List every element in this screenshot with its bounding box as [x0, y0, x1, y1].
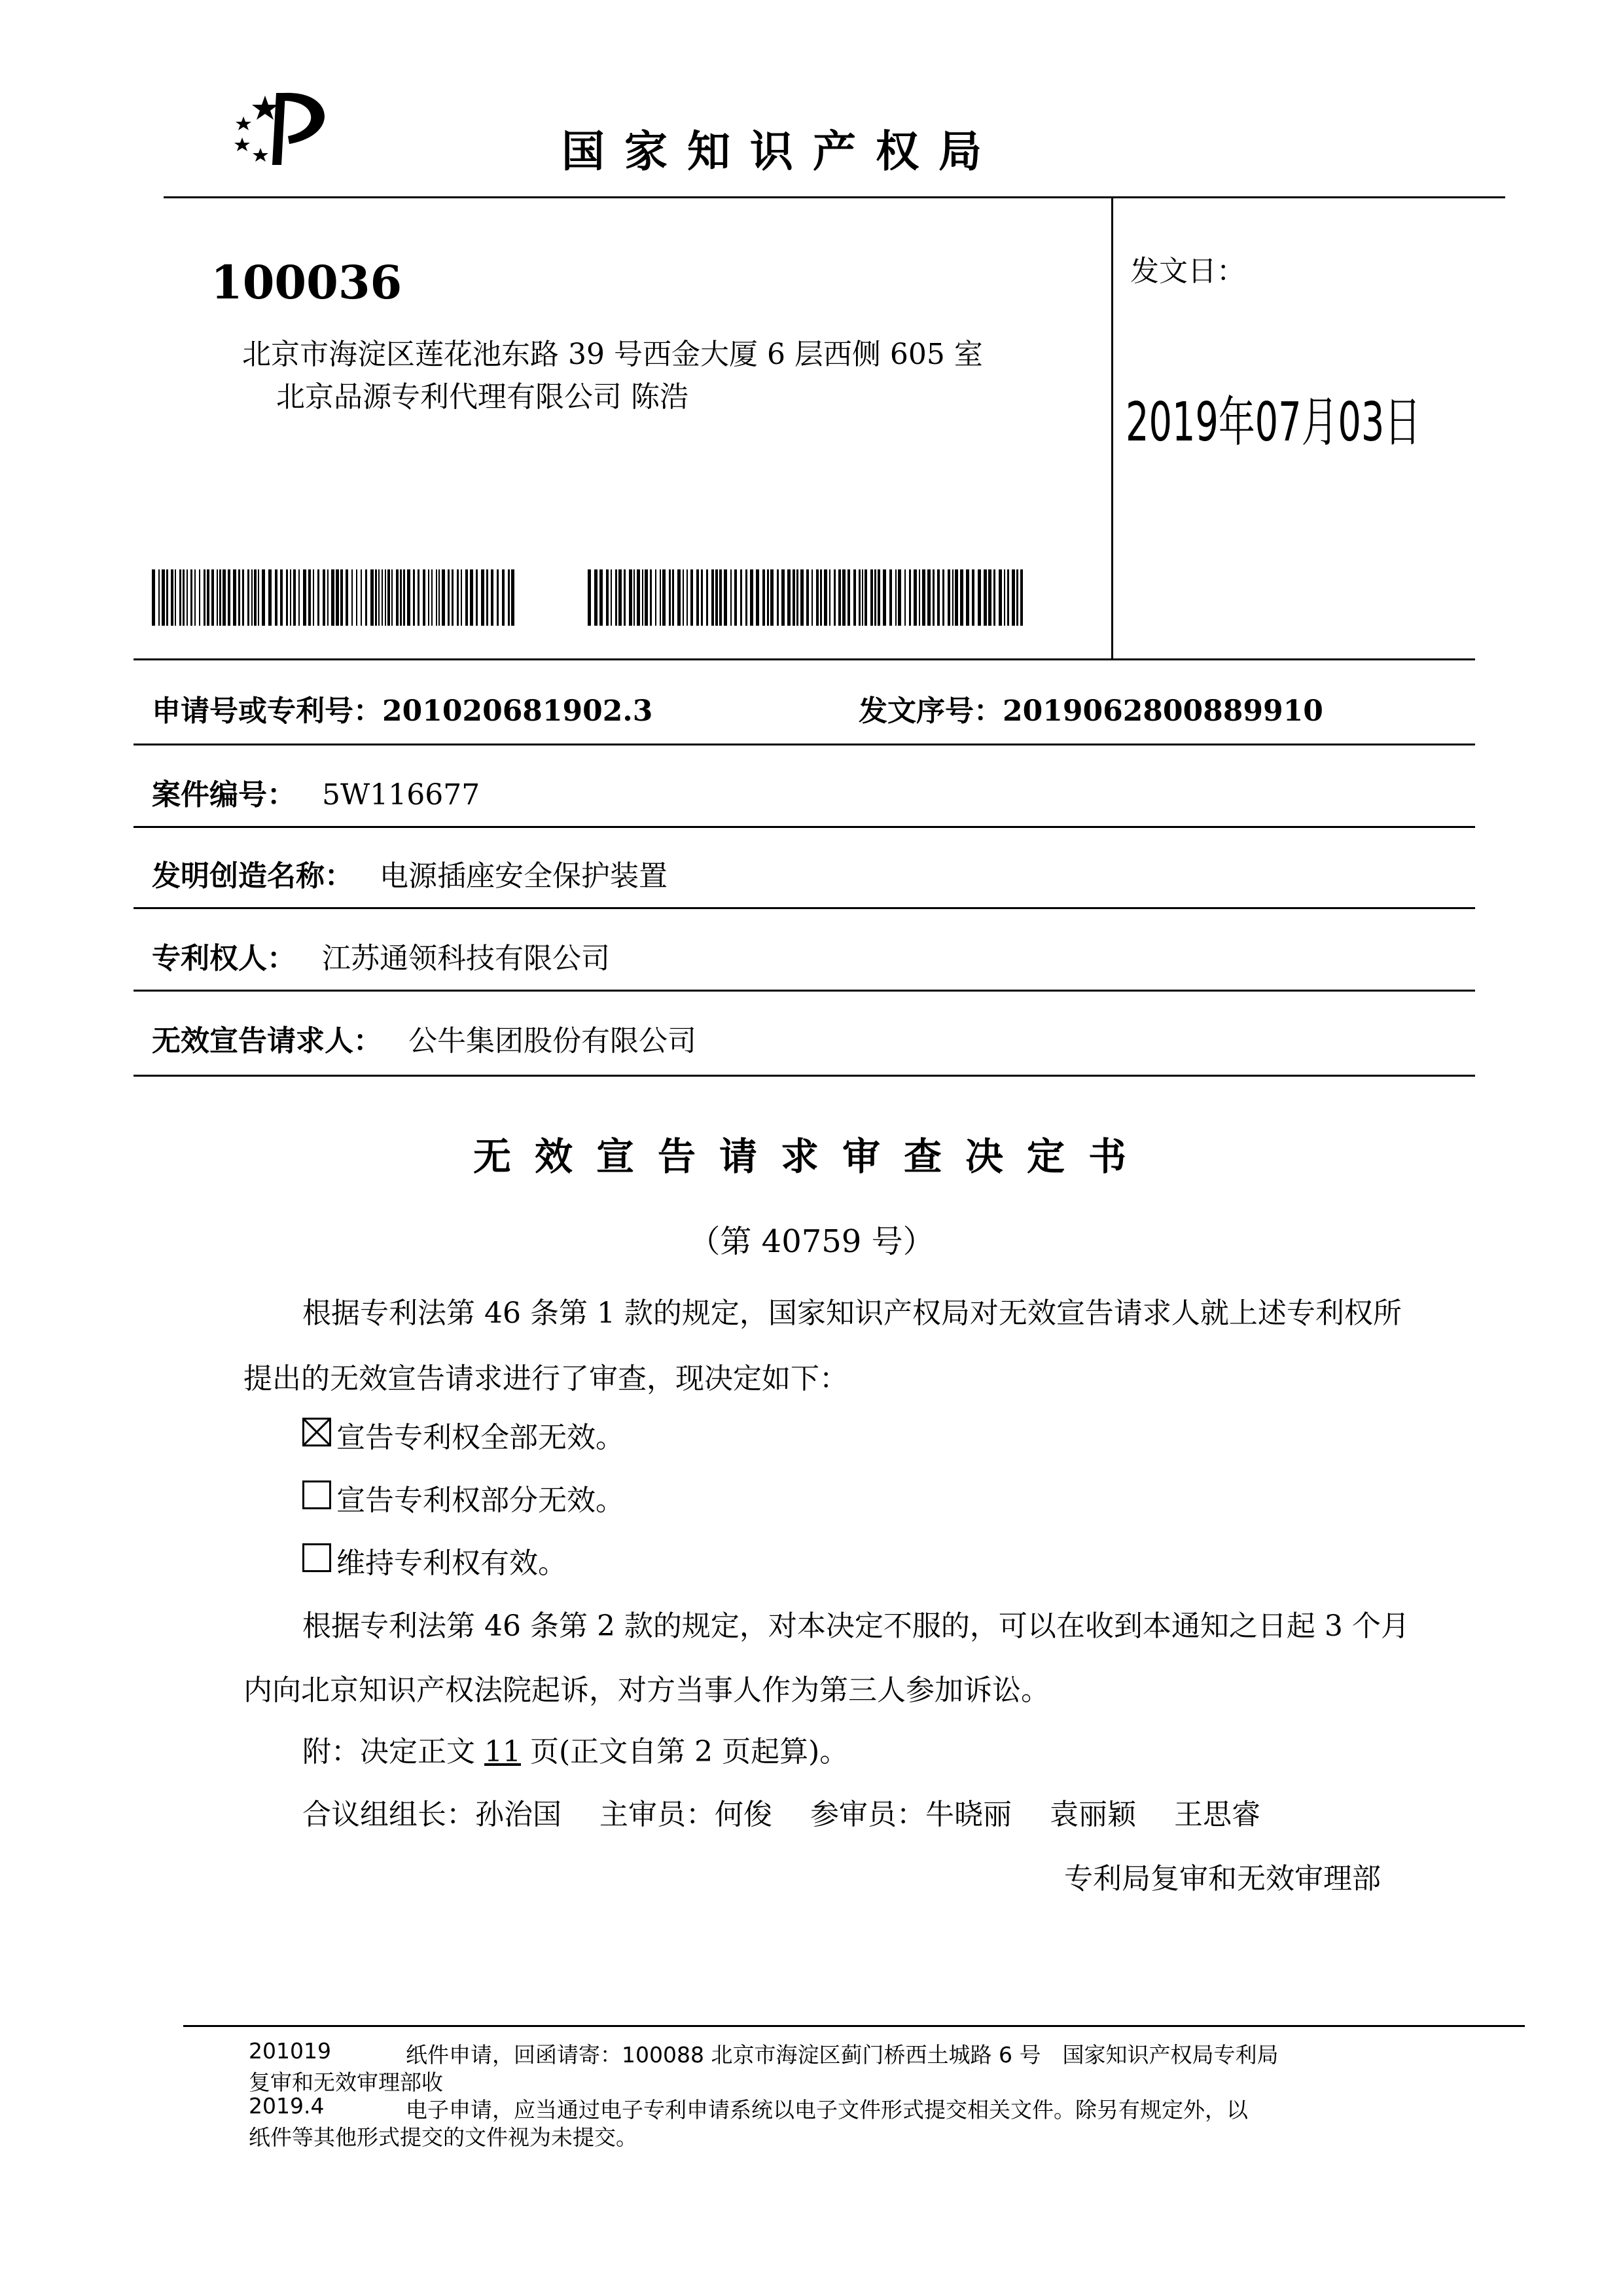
- barcode-bar: [308, 569, 311, 626]
- barcode-bar: [615, 569, 617, 626]
- barcode-bar: [874, 569, 876, 626]
- barcode-bar: [387, 569, 390, 626]
- barcode-bar: [351, 569, 353, 626]
- barcode-bar: [262, 569, 265, 626]
- barcode-bar: [988, 569, 991, 626]
- divider-3: [134, 907, 1475, 909]
- footer-electronic-line-2: 纸件等其他形式提交的文件视为未提交。: [249, 2125, 637, 2150]
- barcode-bar: [842, 569, 846, 626]
- divider-4: [134, 990, 1475, 992]
- barcode-bar: [190, 569, 192, 626]
- issue-date-value: 2019年07月03日: [1126, 391, 1421, 454]
- decision-number: （第 40759 号）: [688, 1223, 935, 1260]
- checked-x-icon: [304, 1420, 329, 1444]
- option-invalid-all-label: 宣告专利权全部无效。: [336, 1421, 624, 1454]
- barcode-bar: [927, 569, 931, 626]
- barcode-bar: [895, 569, 897, 626]
- barcode-bar: [152, 569, 155, 626]
- barcode-bar: [711, 569, 714, 626]
- barcode-bar: [660, 569, 661, 626]
- barcode-bar: [323, 569, 325, 626]
- barcode-bar: [382, 569, 383, 626]
- barcode-bar: [829, 569, 830, 626]
- barcode-bar: [762, 569, 765, 626]
- invention-name-label: 发明创造名称：: [152, 859, 353, 893]
- barcode-bar: [853, 569, 856, 626]
- barcode-bar: [796, 569, 798, 626]
- barcode-bar: [672, 569, 674, 626]
- appeal-line-2: 内向北京知识产权法院起诉，对方当事人作为第三人参加诉讼。: [243, 1674, 1050, 1707]
- barcode-bar: [984, 569, 987, 626]
- recipient-address: 北京市海淀区莲花池东路 39 号西金大厦 6 层西侧 605 室: [242, 338, 983, 371]
- issuing-department: 专利局复审和无效审理部: [1064, 1862, 1381, 1895]
- issue-date-label: 发文日：: [1130, 255, 1245, 288]
- barcode-bar: [457, 569, 459, 626]
- barcode-bar: [706, 569, 708, 626]
- barcode-bar: [599, 569, 603, 626]
- barcode-right-icon: [588, 569, 1025, 626]
- barcode-bar: [999, 569, 1002, 626]
- barcode-bar: [228, 569, 230, 626]
- barcode-bar: [787, 569, 791, 626]
- barcode-bar: [223, 569, 226, 626]
- attachment-pages: 11: [484, 1735, 521, 1768]
- barcode-bar: [922, 569, 925, 626]
- barcode-bar: [948, 569, 950, 626]
- decision-title: 无效宣告请求审查决定书: [473, 1134, 1150, 1179]
- barcode-bar: [955, 569, 958, 626]
- cnipa-emblem-icon: [216, 84, 347, 169]
- barcode-bar: [952, 569, 954, 626]
- barcode-bar: [242, 569, 244, 626]
- barcode-bar: [486, 569, 488, 626]
- barcode-bar: [268, 569, 272, 626]
- barcode-bar: [960, 569, 963, 626]
- option-invalid-part-checkbox[interactable]: [302, 1480, 331, 1509]
- barcode-bar: [442, 569, 445, 626]
- recipient-name: 北京品源专利代理有限公司 陈浩: [276, 380, 688, 414]
- barcode-bar: [606, 569, 609, 626]
- application-number: 201020681902.3: [382, 694, 653, 728]
- requester-row: [152, 1017, 696, 1059]
- divider-5: [134, 1075, 1475, 1077]
- barcode-bar: [431, 569, 433, 626]
- barcode-bar: [331, 569, 334, 626]
- barcode-bar: [385, 569, 386, 626]
- application-number-row: [152, 687, 652, 729]
- barcode-bar: [800, 569, 804, 626]
- footer-divider: [183, 2025, 1525, 2027]
- barcode-bar: [179, 569, 181, 626]
- footer-paper-line-1: 纸件申请，回函请寄：100088 北京市海淀区蓟门桥西土城路 6 号 国家知识产权局专利局: [406, 2042, 1279, 2068]
- patentee: 江苏通领科技有限公司: [322, 942, 610, 975]
- barcode-bar: [715, 569, 718, 626]
- barcode-bar: [793, 569, 795, 626]
- invention-name: 电源插座安全保护装置: [380, 859, 668, 893]
- requester-label: 无效宣告请求人：: [152, 1024, 382, 1058]
- barcode-bar: [219, 569, 221, 626]
- barcode-bar: [904, 569, 906, 626]
- barcode-bar: [378, 569, 380, 626]
- barcode-bar: [889, 569, 892, 626]
- barcode-left-icon: [152, 569, 515, 626]
- barcode-bar: [696, 569, 699, 626]
- barcode-bar: [452, 569, 454, 626]
- barcode-bar: [859, 569, 861, 626]
- barcode-bar: [993, 569, 995, 626]
- barcode-bar: [909, 569, 911, 626]
- barcode-bar: [690, 569, 693, 626]
- barcode-bar: [642, 569, 643, 626]
- case-number-label: 案件编号：: [152, 778, 296, 812]
- barcode-bar: [327, 569, 329, 626]
- barcode-bar: [313, 569, 314, 626]
- barcode-bar: [937, 569, 940, 626]
- barcode-bar: [724, 569, 727, 626]
- barcode-bar: [719, 569, 722, 626]
- invention-name-row: [152, 852, 668, 894]
- panel-members: 合议组组长：孙治国 主审员：何俊 参审员：牛晓丽 袁丽颖 王思睿: [302, 1798, 1260, 1831]
- barcode-bar: [233, 569, 236, 626]
- barcode-bar: [820, 569, 822, 626]
- barcode-bar: [418, 569, 419, 626]
- serial-number: 2019062800889910: [1003, 694, 1323, 728]
- patentee-row: [152, 935, 610, 977]
- case-number-row: [152, 771, 480, 813]
- serial-number-label: 发文序号：: [859, 694, 1003, 728]
- option-invalid-part-label: 宣告专利权部分无效。: [336, 1484, 624, 1517]
- barcode-bar: [655, 569, 656, 626]
- barcode-bar: [470, 569, 473, 626]
- barcode-bar: [942, 569, 944, 626]
- barcode-bar: [481, 569, 484, 626]
- intro-line-1: 根据专利法第 46 条第 1 款的规定，国家知识产权局对无效宣告请求人就上述专利权所: [302, 1297, 1402, 1330]
- barcode-bar: [750, 569, 753, 626]
- barcode-bar: [199, 569, 200, 626]
- barcode-bar: [781, 569, 785, 626]
- barcode-bar: [346, 569, 348, 626]
- option-maintain-label: 维持专利权有效。: [336, 1547, 567, 1580]
- barcode-bar: [317, 569, 319, 626]
- barcode-bar: [423, 569, 425, 626]
- barcode-bar: [865, 569, 867, 626]
- barcode-bar: [336, 569, 339, 626]
- option-invalid-all-checkbox[interactable]: [302, 1418, 331, 1446]
- barcode-bar: [280, 569, 283, 626]
- barcode-bar: [303, 569, 306, 626]
- barcode-bar: [701, 569, 703, 626]
- barcode-bar: [293, 569, 296, 626]
- barcode-bar: [740, 569, 742, 626]
- barcode-bar: [629, 569, 632, 626]
- barcode-bar: [806, 569, 809, 626]
- barcode-bar: [508, 569, 510, 626]
- barcode-bar: [166, 569, 168, 626]
- footer-code-1: 201019: [249, 2038, 331, 2064]
- barcode-bar: [898, 569, 901, 626]
- barcode-bar: [862, 569, 863, 626]
- appeal-line-1: 根据专利法第 46 条第 2 款的规定，对本决定不服的，可以在收到本通知之日起 3 个月: [302, 1609, 1410, 1643]
- barcode-bar: [824, 569, 827, 626]
- barcode-bar: [1016, 569, 1018, 626]
- barcode-bar: [972, 569, 974, 626]
- barcode-bar: [870, 569, 873, 626]
- barcode-bar: [770, 569, 774, 626]
- barcode-bar: [978, 569, 981, 626]
- barcode-bar: [204, 569, 205, 626]
- barcode-bar: [187, 569, 188, 626]
- barcode-bar: [448, 569, 450, 626]
- attachment-prefix: 附：决定正文: [302, 1735, 484, 1768]
- cnipa-logo: [216, 84, 347, 169]
- barcode-bar: [745, 569, 747, 626]
- barcode-bar: [683, 569, 684, 626]
- footer-paper-line-2: 复审和无效审理部收: [249, 2070, 443, 2095]
- barcode-bar: [365, 569, 367, 626]
- barcode-bar: [834, 569, 836, 626]
- attachment-suffix: 页(正文自第 2 页起算)。: [521, 1735, 849, 1768]
- barcode-bar: [413, 569, 415, 626]
- barcode-bar: [247, 569, 249, 626]
- barcode-bar: [298, 569, 300, 626]
- barcode-bar: [171, 569, 173, 626]
- barcode-bar: [588, 569, 591, 626]
- barcode-bar: [217, 569, 218, 626]
- barcode-bar: [816, 569, 819, 626]
- barcode-bar: [624, 569, 626, 626]
- barcode-bar: [194, 569, 196, 626]
- barcode-bar: [211, 569, 214, 626]
- requester: 公牛集团股份有限公司: [408, 1024, 696, 1058]
- intro-line-2: 提出的无效宣告请求进行了审查，现决定如下：: [243, 1362, 848, 1395]
- barcode-bar: [966, 569, 969, 626]
- barcode-bar: [476, 569, 478, 626]
- barcode-bar: [375, 569, 377, 626]
- barcode-bar: [391, 569, 393, 626]
- footer-code-2: 2019.4: [249, 2093, 325, 2119]
- barcode-bar: [1004, 569, 1005, 626]
- barcode-bar: [777, 569, 779, 626]
- barcode-bar: [370, 569, 374, 626]
- barcode-bar: [158, 569, 160, 626]
- barcode-bar: [687, 569, 688, 626]
- case-number: 5W116677: [322, 778, 480, 812]
- barcode-bar: [838, 569, 841, 626]
- barcode-bar: [502, 569, 505, 626]
- barcode-bar: [361, 569, 362, 626]
- barcode-bar: [356, 569, 357, 626]
- barcode-bar: [662, 569, 666, 626]
- attachment-line: [302, 1728, 848, 1770]
- footer-electronic-line-1: 电子申请，应当通过电子专利申请系统以电子文件形式提交相关文件。除另有规定外，以: [406, 2097, 1248, 2123]
- barcode-bar: [669, 569, 671, 626]
- option-maintain-checkbox[interactable]: [302, 1543, 331, 1572]
- barcode-bar: [611, 569, 612, 626]
- barcode-bar: [883, 569, 886, 626]
- barcode-bar: [812, 569, 813, 626]
- barcode-bar: [919, 569, 920, 626]
- barcode-bar: [645, 569, 648, 626]
- barcode-bar: [878, 569, 880, 626]
- barcode-bar: [1012, 569, 1015, 626]
- barcode-bar: [594, 569, 597, 626]
- application-number-label: 申请号或专利号：: [152, 694, 382, 728]
- barcode-bar: [286, 569, 288, 626]
- serial-number-row: [859, 687, 1323, 729]
- barcode-bar: [175, 569, 176, 626]
- barcode-bar: [407, 569, 410, 626]
- barcode-bar: [258, 569, 259, 626]
- barcode-bar: [461, 569, 462, 626]
- barcode-bar: [436, 569, 437, 626]
- barcode-bar: [1007, 569, 1009, 626]
- divider-1: [134, 744, 1475, 745]
- barcode-bar: [290, 569, 291, 626]
- barcode-bar: [730, 569, 732, 626]
- patentee-label: 专利权人：: [152, 942, 296, 975]
- barcode-bar: [396, 569, 399, 626]
- barcode-bar: [251, 569, 253, 626]
- barcode-bar: [465, 569, 468, 626]
- office-name: 国家知识产权局: [562, 126, 1001, 177]
- barcode-bar: [491, 569, 493, 626]
- barcode-bar: [933, 569, 935, 626]
- barcode-bar: [207, 569, 209, 626]
- barcode-bar: [511, 569, 514, 626]
- barcode-bar: [767, 569, 769, 626]
- barcode-bar: [1020, 569, 1023, 626]
- barcode-bar: [734, 569, 737, 626]
- barcode-bar: [438, 569, 440, 626]
- barcode-bar: [403, 569, 405, 626]
- postal-code: 100036: [211, 255, 402, 310]
- barcode-bar: [340, 569, 343, 626]
- barcode-bar: [677, 569, 681, 626]
- barcode-bar: [400, 569, 402, 626]
- barcode-bar: [650, 569, 652, 626]
- barcode-bar: [914, 569, 917, 626]
- barcode-bar: [497, 569, 499, 626]
- barcode-bar: [756, 569, 759, 626]
- header-divider: [164, 196, 1505, 198]
- barcode-bar: [428, 569, 429, 626]
- divider-2: [134, 826, 1475, 828]
- divider-top-fields: [134, 658, 1475, 660]
- barcode-bar: [847, 569, 850, 626]
- date-column-divider: [1111, 196, 1113, 658]
- barcode-bar: [633, 569, 635, 626]
- barcode-bar: [162, 569, 165, 626]
- barcode-bar: [238, 569, 240, 626]
- barcode-bar: [183, 569, 185, 626]
- barcode-bar: [618, 569, 622, 626]
- barcode-bar: [254, 569, 257, 626]
- barcode-bar: [637, 569, 640, 626]
- barcode-bar: [275, 569, 277, 626]
